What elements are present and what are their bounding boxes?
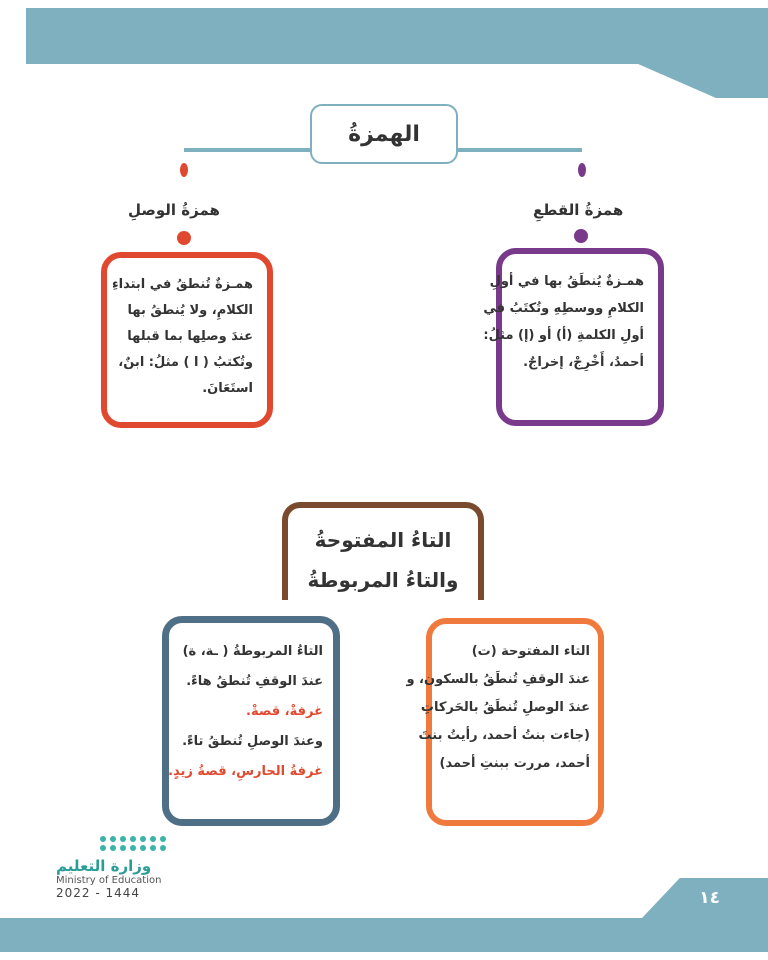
ministry-name-ar: وزارة التعليم bbox=[56, 857, 152, 875]
ministry-logo bbox=[56, 836, 167, 900]
hamza-wasl-line: وتُكتبُ ( ا ) مثلُ: ابنٌ، bbox=[118, 355, 253, 370]
wasl-bottom-dot bbox=[177, 231, 191, 245]
header-banner bbox=[26, 8, 768, 64]
hamza-qat-line: أولِ الكلمةِ (أ) أو (إ) مثلُ: bbox=[483, 328, 644, 343]
hamza-wasl-label: همزةُ الوصلِ bbox=[128, 201, 220, 219]
connector-line-left bbox=[184, 148, 310, 152]
hamza-qat-line: الكلامِ ووسطِهِ وتُكتَبُ في bbox=[483, 301, 644, 316]
hamza-wasl-line: عندَ وصلِها بما قبلها bbox=[127, 329, 253, 344]
taa-title-line: التاءُ المفتوحةُ bbox=[314, 528, 452, 552]
taa-marbuta-text bbox=[169, 623, 333, 787]
edition-year: 2022 - 1444 bbox=[56, 886, 141, 900]
taa-maftuha-line: (جاءت بنتُ أحمد، رأيتُ بنتَ bbox=[418, 728, 590, 743]
hamza-qat-text bbox=[483, 254, 658, 376]
taa-marbuta-line: وعندَ الوصلِ تُنطقُ تاءً. bbox=[182, 734, 323, 749]
hamza-wasl-line: الكلامِ، ولا يُنطقُ بها bbox=[127, 303, 253, 318]
taa-maftuha-line: عندَ الوقفِ تُنطَقُ بالسكون، و bbox=[406, 672, 590, 687]
hamza-title-box bbox=[310, 104, 458, 164]
hamza-wasl-card bbox=[101, 252, 273, 428]
connector-line-right bbox=[454, 148, 582, 152]
taa-title-line: والتاءُ المربوطةُ bbox=[307, 568, 459, 592]
taa-marbuta-example: غرفةُ الحارسِ، قصةُ زيدٍ. bbox=[168, 764, 323, 779]
taa-maftuha-card bbox=[406, 618, 604, 826]
wasl-top-dot bbox=[180, 163, 188, 177]
taa-marbuta-example: غرفةْ، قصةْ. bbox=[246, 704, 323, 719]
hamza-qat-line: أحمدُ، أَخْرِجْ، إخراجٌ. bbox=[523, 355, 644, 370]
ministry-dots-icon bbox=[100, 836, 167, 851]
taa-marbuta-card bbox=[162, 616, 340, 826]
hamza-qat-card bbox=[483, 248, 664, 426]
header-banner-tab bbox=[638, 64, 768, 98]
hamza-qat-line: همـزةٌ يُنطَقُ بها في أولِ bbox=[489, 274, 644, 289]
footer-bar bbox=[0, 918, 768, 952]
page-number: ١٤ bbox=[699, 888, 720, 908]
hamza-qat-label: همزةُ القطعِ bbox=[533, 201, 624, 219]
taa-marbuta-heading: التاءُ المربوطةُ ( ـة، ة) bbox=[182, 644, 323, 659]
taa-maftuha-heading: التاء المفتوحة (ت) bbox=[471, 644, 590, 659]
hamza-title: الهمزةُ bbox=[348, 121, 420, 147]
hamza-wasl-line: همـزةٌ تُنطقُ في ابتداءِ bbox=[111, 277, 253, 292]
ministry-name-en: Ministry of Education bbox=[56, 875, 162, 886]
taa-maftuha-text bbox=[406, 624, 598, 778]
qat-bottom-dot bbox=[574, 229, 588, 243]
taa-marbuta-line: عندَ الوقفِ تُنطقُ هاءً. bbox=[186, 674, 323, 689]
taa-maftuha-line: عندَ الوصلِ تُنطَقُ بالحَركاتِ bbox=[420, 700, 590, 715]
qat-top-dot bbox=[578, 163, 586, 177]
taa-title bbox=[282, 520, 484, 600]
taa-maftuha-line: أحمد، مررت ببنتِ أحمد) bbox=[439, 756, 590, 771]
hamza-wasl-line: استَعَانَ. bbox=[202, 381, 253, 396]
hamza-wasl-text bbox=[107, 258, 267, 402]
